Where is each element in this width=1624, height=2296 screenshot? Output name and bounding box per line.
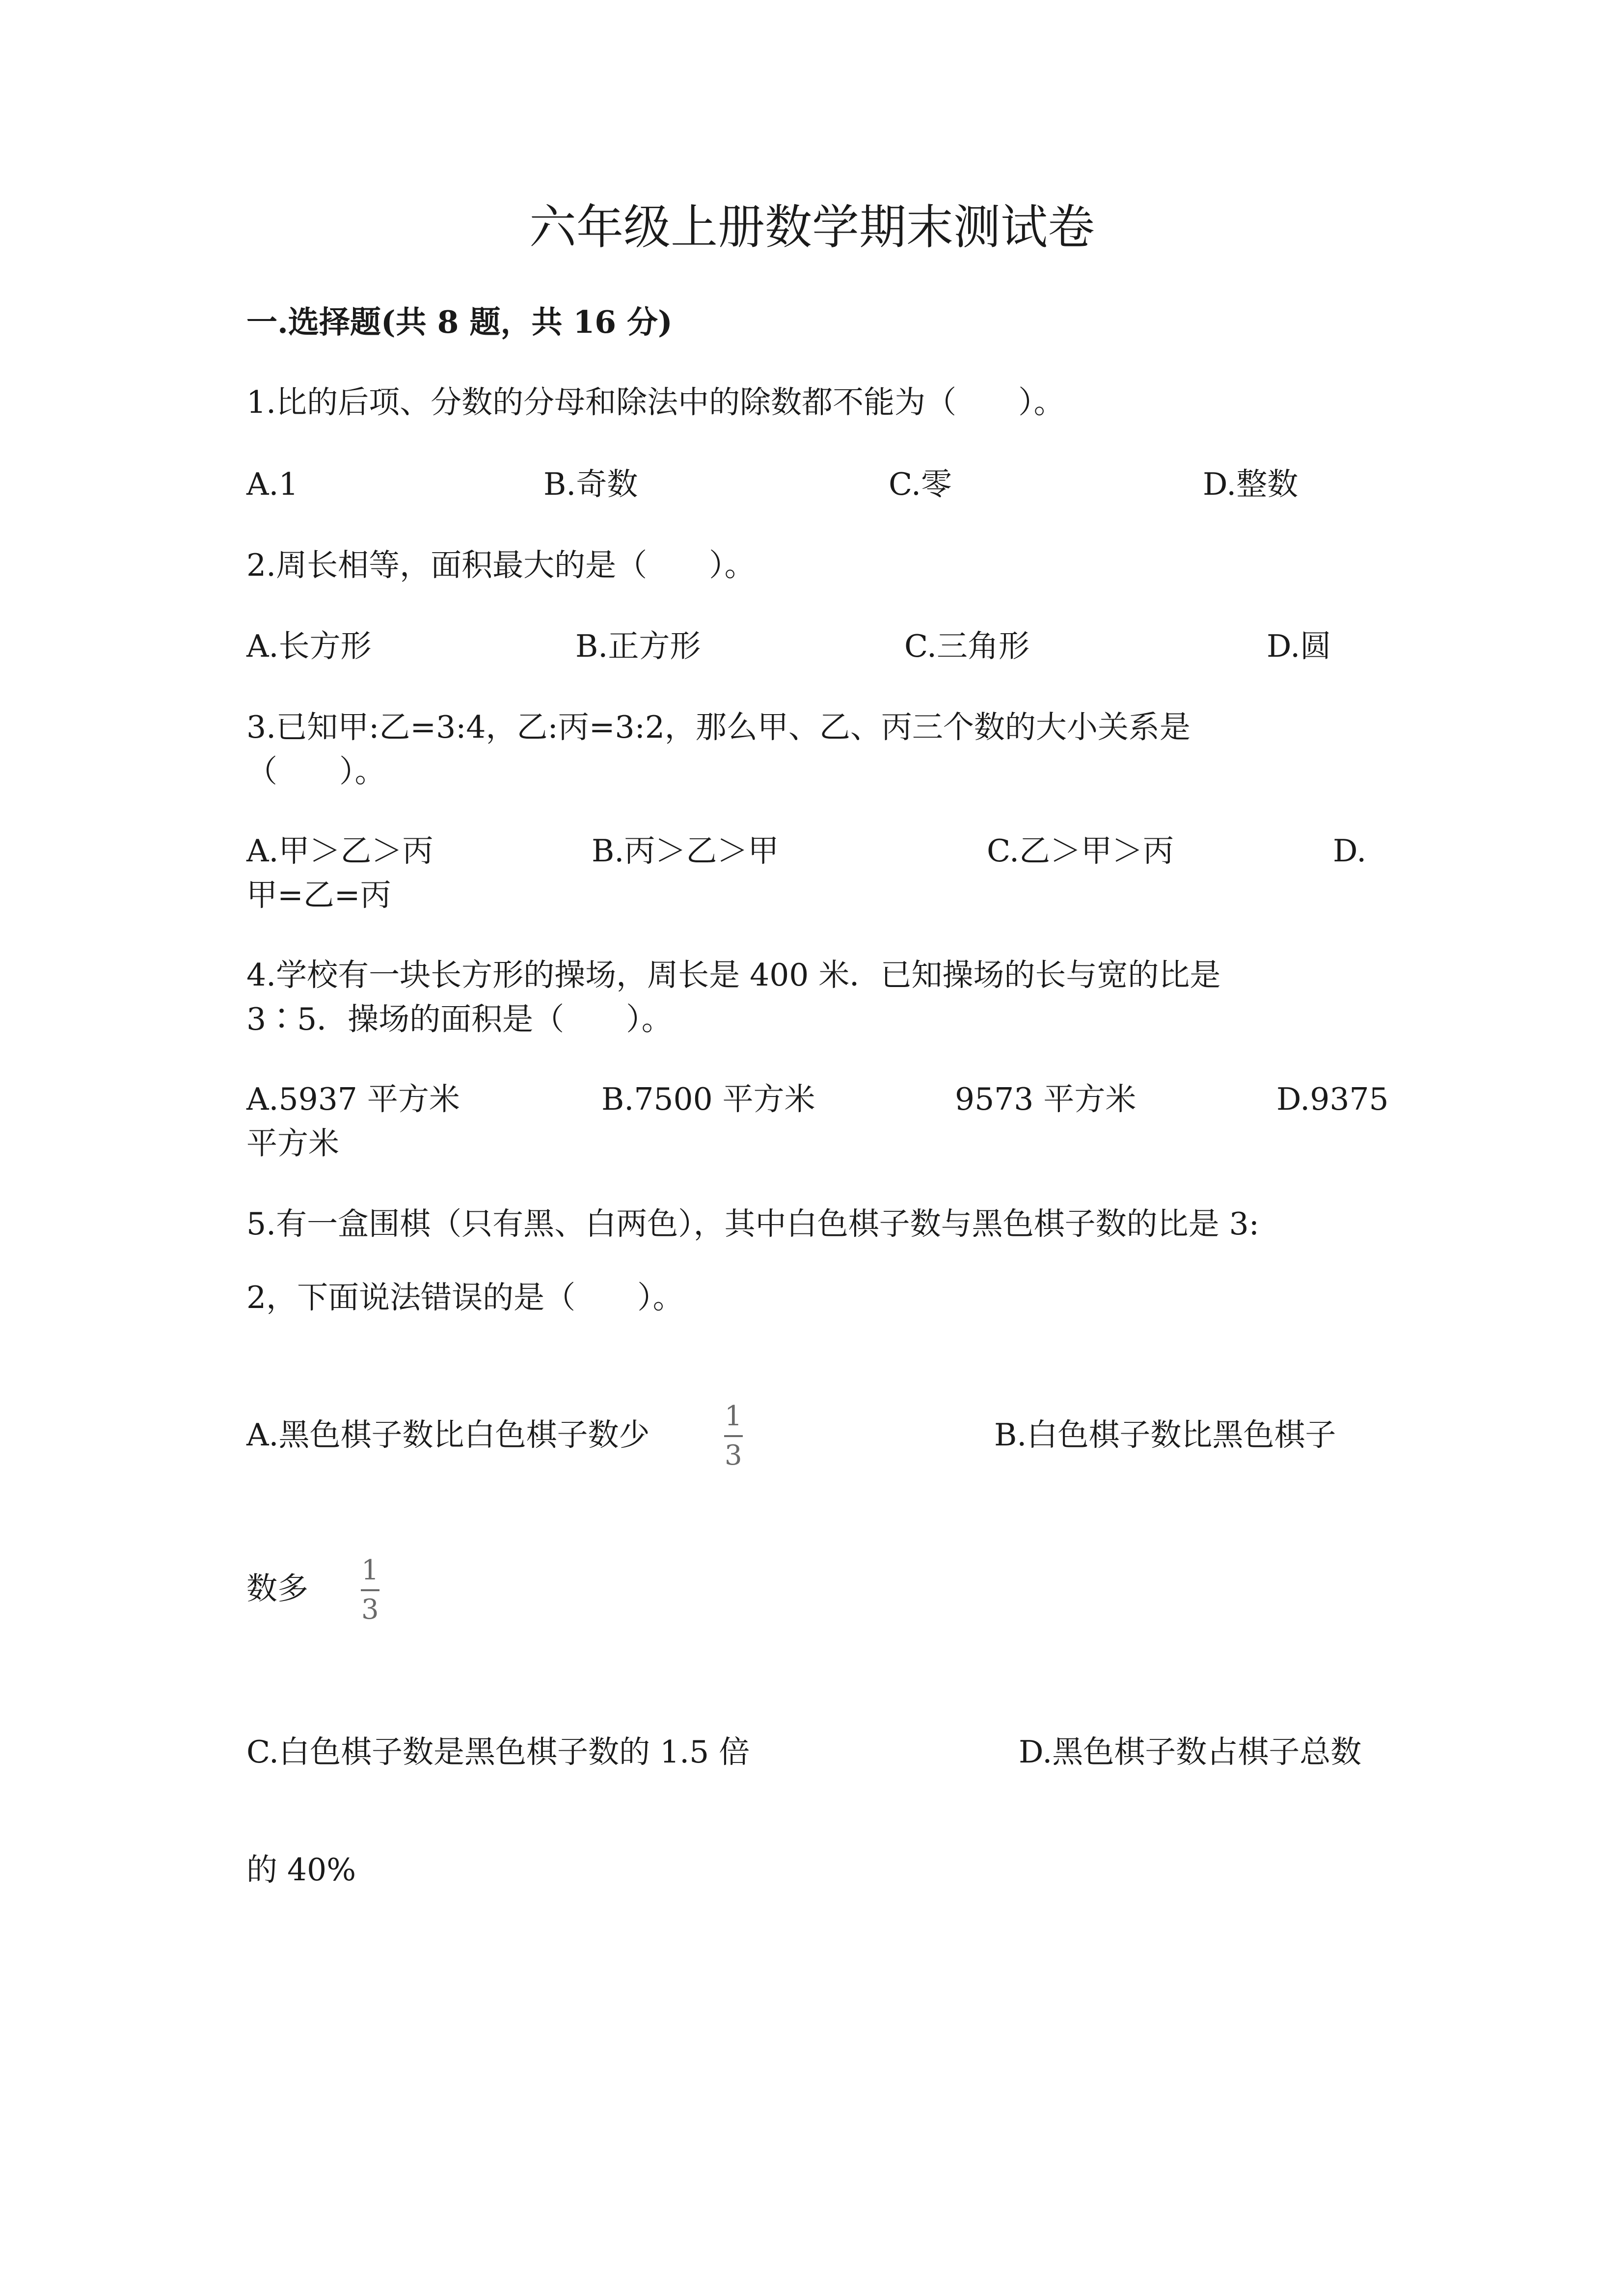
question-5-text-line1: 5.有一盒围棋（只有黑、白两色），其中白色棋子数与黑色棋子数的比是 3: bbox=[246, 1206, 1259, 1242]
fraction-denominator: 3 bbox=[361, 1594, 379, 1626]
q4-option-d-label: D.9375 bbox=[1276, 1081, 1389, 1117]
fraction-denominator: 3 bbox=[725, 1440, 742, 1471]
q4-option-d-text: 平方米 bbox=[246, 1125, 339, 1161]
q4-option-b: B.7500 平方米 bbox=[601, 1081, 815, 1117]
question-4-text-line2: 3∶5．操场的面积是（ ）。 bbox=[246, 1001, 673, 1037]
q5-option-d-continued: 的 40% bbox=[246, 1852, 356, 1888]
q5-option-a-fraction bbox=[722, 1400, 745, 1471]
q3-option-d-text: 甲=乙=丙 bbox=[246, 877, 391, 913]
question-3-text-line2: （ ）。 bbox=[246, 753, 386, 789]
question-4-text-line1: 4.学校有一块长方形的操场，周长是 400 米．已知操场的长与宽的比是 bbox=[246, 957, 1221, 993]
q3-option-d-label: D. bbox=[1333, 833, 1367, 869]
q3-option-c: C.乙＞甲＞丙 bbox=[987, 833, 1174, 869]
question-2-text: 2.周长相等，面积最大的是（ ）。 bbox=[246, 547, 756, 583]
q1-option-c: C.零 bbox=[889, 466, 952, 502]
q3-option-a: A.甲＞乙＞丙 bbox=[246, 833, 433, 869]
q4-option-c: 9573 平方米 bbox=[955, 1081, 1137, 1117]
fraction-numerator: 1 bbox=[725, 1400, 742, 1432]
question-1-text: 1.比的后项、分数的分母和除法中的除数都不能为（ ）。 bbox=[246, 384, 1065, 420]
q2-option-d: D.圆 bbox=[1267, 628, 1331, 664]
fraction-numerator: 1 bbox=[361, 1554, 379, 1586]
q5-option-b-continued: 数多 bbox=[246, 1571, 308, 1606]
fraction-bar bbox=[361, 1589, 379, 1591]
q4-option-a: A.5937 平方米 bbox=[246, 1081, 460, 1117]
page-title: 六年级上册数学期末测试卷 bbox=[529, 200, 1095, 255]
q5-option-a: A.黑色棋子数比白色棋子数少 bbox=[246, 1417, 650, 1453]
q1-option-b: B.奇数 bbox=[543, 466, 638, 502]
q2-option-a: A.长方形 bbox=[246, 628, 372, 664]
q1-option-a: A.1 bbox=[246, 466, 298, 502]
q5-option-b: B.白色棋子数比黑色棋子 bbox=[994, 1417, 1336, 1453]
q5-option-d: D.黑色棋子数占棋子总数 bbox=[1019, 1734, 1362, 1770]
q5-option-b-fraction bbox=[358, 1554, 382, 1626]
question-5-text-line2: 2，下面说法错误的是（ ）。 bbox=[246, 1280, 684, 1315]
question-3-text-line1: 3.已知甲:乙=3:4，乙:丙=3:2，那么甲、乙、丙三个数的大小关系是 bbox=[246, 709, 1191, 745]
section-heading: 一.选择题(共 8 题，共 16 分) bbox=[246, 304, 673, 340]
q5-option-c: C.白色棋子数是黑色棋子数的 1.5 倍 bbox=[246, 1734, 750, 1770]
q2-option-b: B.正方形 bbox=[575, 628, 701, 664]
fraction-bar bbox=[724, 1435, 743, 1437]
q1-option-d: D.整数 bbox=[1203, 466, 1299, 502]
q2-option-c: C.三角形 bbox=[904, 628, 1029, 664]
q3-option-b: B.丙＞乙＞甲 bbox=[592, 833, 779, 869]
